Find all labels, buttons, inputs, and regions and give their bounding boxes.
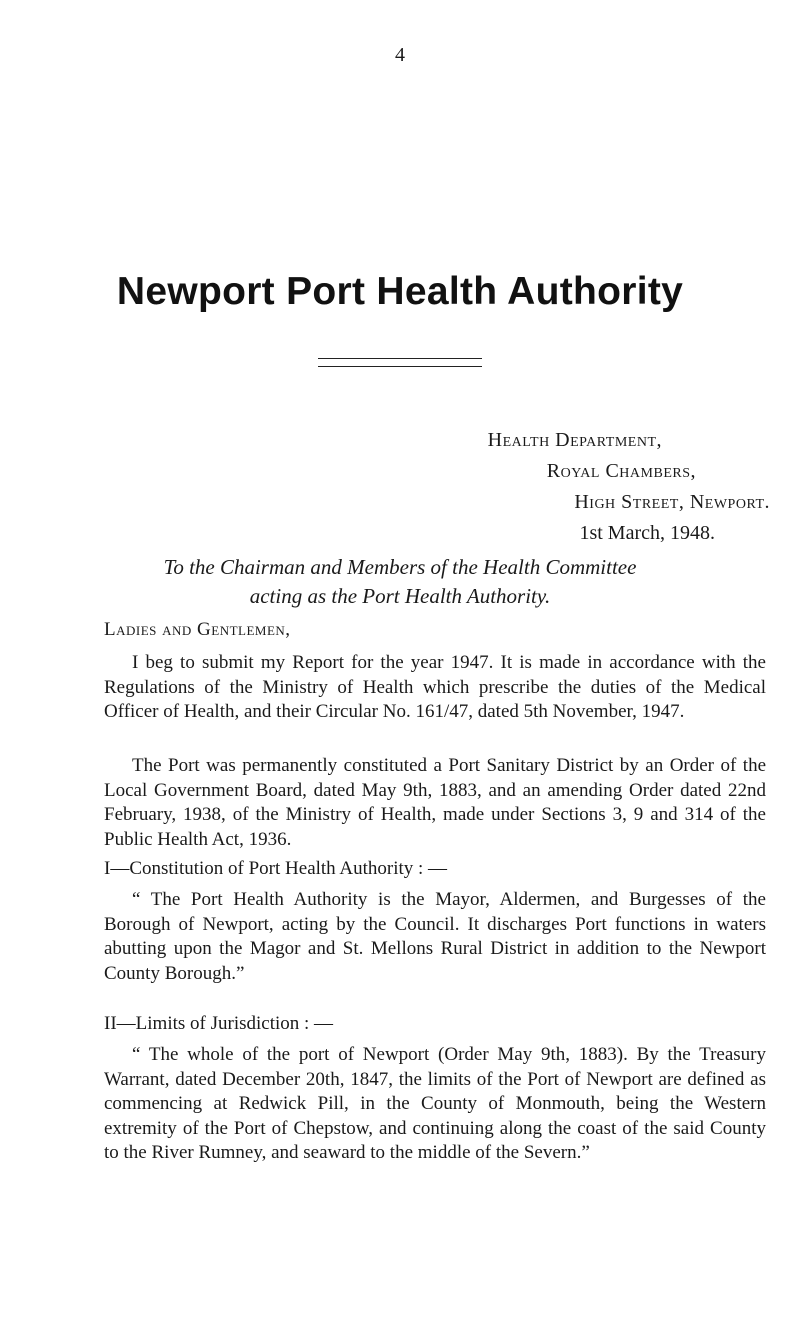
addressee-line-1: To the Chairman and Members of the Health Committee (163, 555, 637, 579)
address-line-street: High Street, Newport. (574, 491, 770, 513)
section-heading-constitution: I—Constitution of Port Health Authority : — (104, 858, 448, 879)
address-line-department: Health Department, (487, 429, 662, 451)
title-double-rule (318, 358, 482, 367)
section-text-constitution: “ The Port Health Authority is the Mayor, Aldermen, and Burgesses of the Borough of Newport, acting by the Council. It discharges Port functions in waters abutting upon the Magor and St. Mellons Rural District in addition to the Newport County Borough.” (104, 889, 766, 984)
addressee (0, 553, 800, 611)
letter-date: 1st March, 1948. (579, 522, 715, 544)
paragraph-report-intro: I beg to submit my Report for the year 1947. It is made in accordance with the Regulations of the Ministry of Health which prescribe the duties of the Medical Officer of Health, and their Circular No. 161/47, dated 5th November, 1947. (104, 652, 766, 722)
section-text-jurisdiction: “ The whole of the port of Newport (Order May 9th, 1883). By the Treasury Warrant, dated December 20th, 1847, the limits of the Port of Newport are defined as commencing at Redwick Pill, in the County of Monmouth, being the Western extremity of the Port of Chepstow, and continuing along the coast of the said County to the River Rumney, and seaward to the middle of the Severn.” (104, 1044, 766, 1163)
page-title: Newport Port Health Authority (116, 270, 684, 313)
salutation: Ladies and Gentlemen, (104, 619, 291, 640)
sender-address (0, 425, 770, 549)
paragraph-port-constitution: The Port was permanently constituted a Port Sanitary District by an Order of the Local Government Board, dated May 9th, 1883, and an amending Order dated 22nd February, 1938, of the Ministry of Health, made under Sections 3, 9 and 314 of the Public Health Act, 1936. (104, 755, 766, 850)
addressee-line-2: acting as the Port Health Authority. (249, 584, 551, 608)
page-number: 4 (395, 44, 405, 66)
section-heading-jurisdiction: II—Limits of Jurisdiction : — (104, 1013, 334, 1034)
address-line-chambers: Royal Chambers, (546, 460, 696, 482)
